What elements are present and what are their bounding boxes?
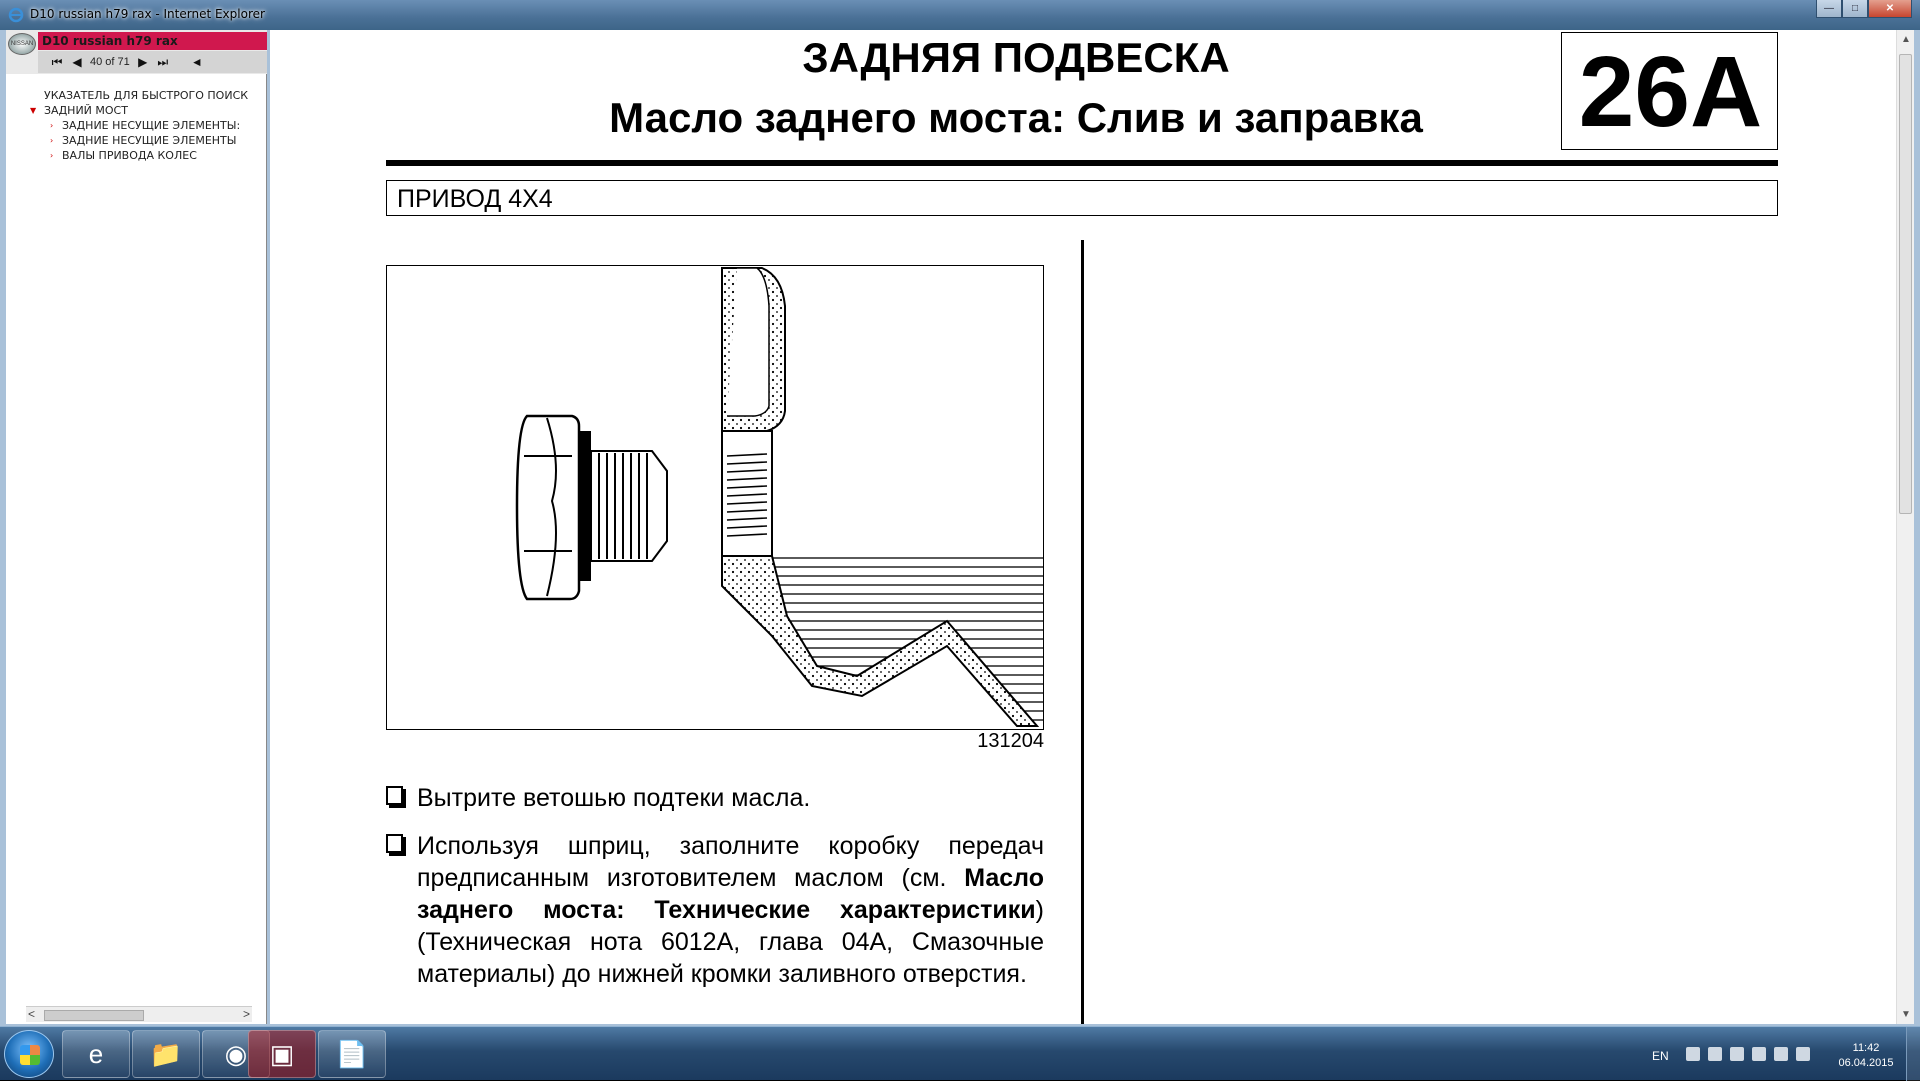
- document-taskbar-icon[interactable]: 📄: [318, 1030, 386, 1078]
- bullet-icon: ›: [50, 136, 54, 145]
- previous-page-icon[interactable]: ◀: [72, 55, 82, 69]
- scroll-down-icon[interactable]: ▼: [1901, 1009, 1911, 1020]
- minimize-button[interactable]: —: [1816, 0, 1842, 18]
- next-page-icon[interactable]: ▶: [138, 55, 148, 69]
- document-name: D10 russian h79 rax: [38, 32, 267, 50]
- page-title: ЗАДНЯЯ ПОДВЕСКА: [802, 34, 1230, 81]
- close-button[interactable]: ✕: [1868, 0, 1912, 18]
- tree-item-drive-shafts[interactable]: › ВАЛЫ ПРИВОДА КОЛЕС: [50, 149, 197, 162]
- header-rule: [386, 160, 1778, 166]
- scroll-left-icon[interactable]: <: [28, 1007, 36, 1021]
- page-navigator: [38, 51, 267, 73]
- instruction-step: [386, 830, 1044, 990]
- start-button[interactable]: [4, 1030, 54, 1078]
- chrome-taskbar-icon[interactable]: ◉: [202, 1030, 270, 1078]
- last-page-icon[interactable]: ⏭: [157, 54, 169, 69]
- instruction-step: [386, 782, 1044, 814]
- tree-item-rear-axle[interactable]: ▼ ЗАДНИЙ МОСТ: [30, 104, 128, 117]
- scrollbar-thumb[interactable]: [1899, 54, 1912, 514]
- figure-number: 131204: [977, 730, 1044, 752]
- document-page: [270, 30, 1896, 1024]
- show-desktop-button[interactable]: [1906, 1027, 1920, 1081]
- spec-reference-link: Масло заднего моста: Технические характеристики: [417, 864, 1044, 924]
- window-title: D10 russian h79 rax - Internet Explorer: [30, 7, 265, 21]
- step-text: Используя шприц, заполните коробку передач предписанным изготовителем маслом (см. Масло заднего моста: Технические характеристики) (Техническая нота 6012A, глава 04A, Смазочные материалы) до нижней кромки заливного отверстия.: [417, 832, 1044, 988]
- taskbar: [0, 1026, 1920, 1080]
- system-tray: [1686, 1047, 1810, 1061]
- tray-app-icon[interactable]: [1708, 1047, 1722, 1061]
- network-icon[interactable]: [1774, 1047, 1788, 1061]
- chapter-number: 26A: [1578, 36, 1763, 148]
- tree-item-rear-elements-1[interactable]: › ЗАДНИЕ НЕСУЩИЕ ЭЛЕМЕНТЫ:: [50, 119, 241, 132]
- scrollbar-thumb[interactable]: [44, 1010, 144, 1021]
- maximize-button[interactable]: □: [1842, 0, 1868, 18]
- clock[interactable]: [1836, 1041, 1896, 1071]
- back-icon[interactable]: ◄: [190, 55, 203, 69]
- navigation-horizontal-scrollbar[interactable]: [26, 1006, 252, 1022]
- bookmark-tree: [6, 88, 267, 163]
- drain-plug-illustration: [387, 266, 1043, 729]
- language-indicator[interactable]: EN: [1652, 1049, 1669, 1063]
- tree-item-quick-index[interactable]: УКАЗАТЕЛЬ ДЛЯ БЫСТРОГО ПОИСК: [44, 89, 249, 102]
- tray-app-icon[interactable]: [1752, 1047, 1766, 1061]
- file-explorer-taskbar-icon[interactable]: 📁: [132, 1030, 200, 1078]
- section-heading: ПРИВОД 4X4: [386, 180, 1778, 216]
- column-divider: [1081, 240, 1084, 1024]
- expanded-icon[interactable]: ▼: [30, 106, 37, 115]
- bullet-icon: ›: [50, 121, 54, 130]
- page-subtitle: Масло заднего моста: Слив и заправка: [609, 94, 1423, 141]
- navigation-header: [6, 30, 267, 74]
- step-text: Вытрите ветошью подтеки масла.: [417, 784, 811, 812]
- tree-item-rear-elements-2[interactable]: › ЗАДНИЕ НЕСУЩИЕ ЭЛЕМЕНТЫ: [50, 134, 237, 147]
- checkbox-icon: [386, 834, 403, 853]
- checkbox-icon: [386, 786, 403, 805]
- chapter-box: [1561, 32, 1778, 150]
- internet-explorer-taskbar-icon[interactable]: e: [62, 1030, 130, 1078]
- app-taskbar-icon[interactable]: ▣: [248, 1030, 316, 1078]
- drain-plug-figure: [386, 265, 1044, 730]
- nissan-logo: NISSAN: [8, 33, 36, 55]
- windows-logo-icon: [20, 1045, 40, 1065]
- internet-explorer-icon: [8, 7, 24, 23]
- tray-app-icon[interactable]: [1730, 1047, 1744, 1061]
- page-indicator: 40 of 71: [90, 56, 130, 68]
- first-page-icon[interactable]: ⏮: [51, 54, 63, 69]
- document-vertical-scrollbar[interactable]: [1896, 30, 1914, 1024]
- navigation-panel: [6, 30, 267, 1024]
- tray-app-icon[interactable]: [1686, 1047, 1700, 1061]
- scroll-up-icon[interactable]: ▲: [1901, 34, 1911, 45]
- clock-time: 11:42: [1852, 1042, 1880, 1054]
- bullet-icon: ›: [50, 151, 54, 160]
- volume-icon[interactable]: [1796, 1047, 1810, 1061]
- scroll-right-icon[interactable]: >: [242, 1007, 250, 1021]
- window-titlebar[interactable]: [0, 0, 1920, 30]
- clock-date: 06.04.2015: [1838, 1057, 1894, 1069]
